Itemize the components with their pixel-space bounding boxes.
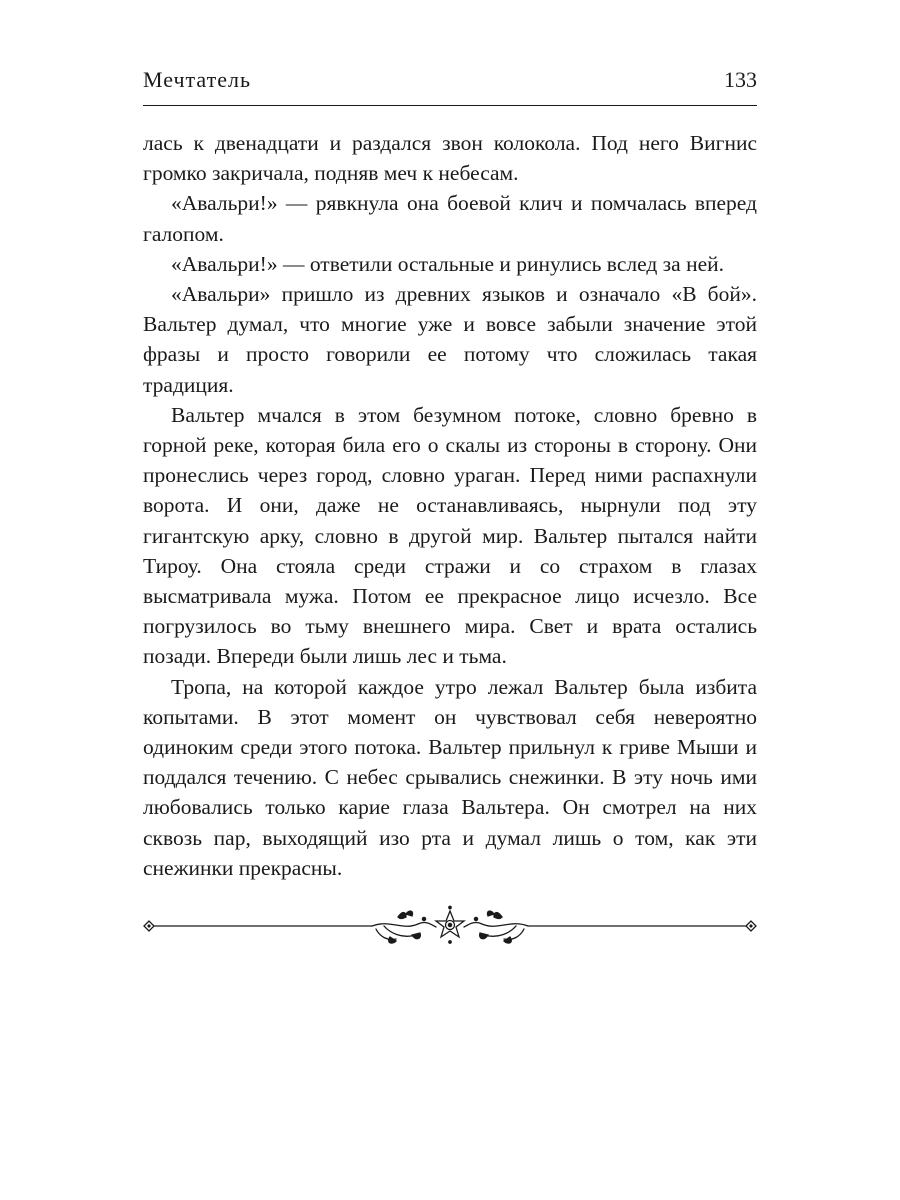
paragraph-6: Тропа, на которой каждое утро лежал Вальтер была избита копытами. В этот момент он чувствовал себя невероятно одиноким среди этого потока. Вальтер прильнул к гриве Мыши и поддался течению. С небес срывались снежинки. В эту ночь ими любовались только карие глаза Вальтера. Он смотрел на них сквозь пар, выходящий изо рта и думал лишь о том, как эти снежинки прекрасны.	[143, 674, 757, 880]
paragraph-3: «Авальри!» — ответили остальные и ринулись вслед за ней.	[171, 251, 725, 276]
paragraph-5: Вальтер мчался в этом безумном потоке, словно бревно в горной реке, которая била его о скалы из стороны в сторону. Они пронеслись через город, словно ураган. Перед ними распахнули ворота. И они, даже не останавливаясь, нырнули под эту гигантскую арку, словно в другой мир. Вальтер пытался найти Тироу. Она стояла среди стражи и со страхом в глазах высматривала мужа. Потом ее прекрасное лицо исчезло. Все погрузилось во тьму внешнего мира. Свет и врата остались позади. Впереди были лишь лес и тьма.	[143, 402, 757, 669]
floral-divider-icon	[140, 905, 760, 947]
header-rule	[143, 105, 757, 106]
page-header	[143, 66, 757, 106]
body-text	[143, 128, 757, 883]
paragraph-4: «Авальри» пришло из древних языков и означало «В бой». Вальтер думал, что многие уже и вовсе забыли значение этой фразы и просто говорили ее потому что сложилась такая традиция.	[143, 282, 757, 397]
running-title: Мечтатель	[143, 67, 252, 92]
paragraph-1: лась к двенадцати и раздался звон колокола. Под него Вигнис громко закричала, подняв меч к небесам.	[143, 131, 757, 186]
page-number: 133	[724, 67, 757, 92]
paragraph-2: «Авальри!» — рявкнула она боевой клич и помчалась вперед галопом.	[143, 191, 757, 246]
